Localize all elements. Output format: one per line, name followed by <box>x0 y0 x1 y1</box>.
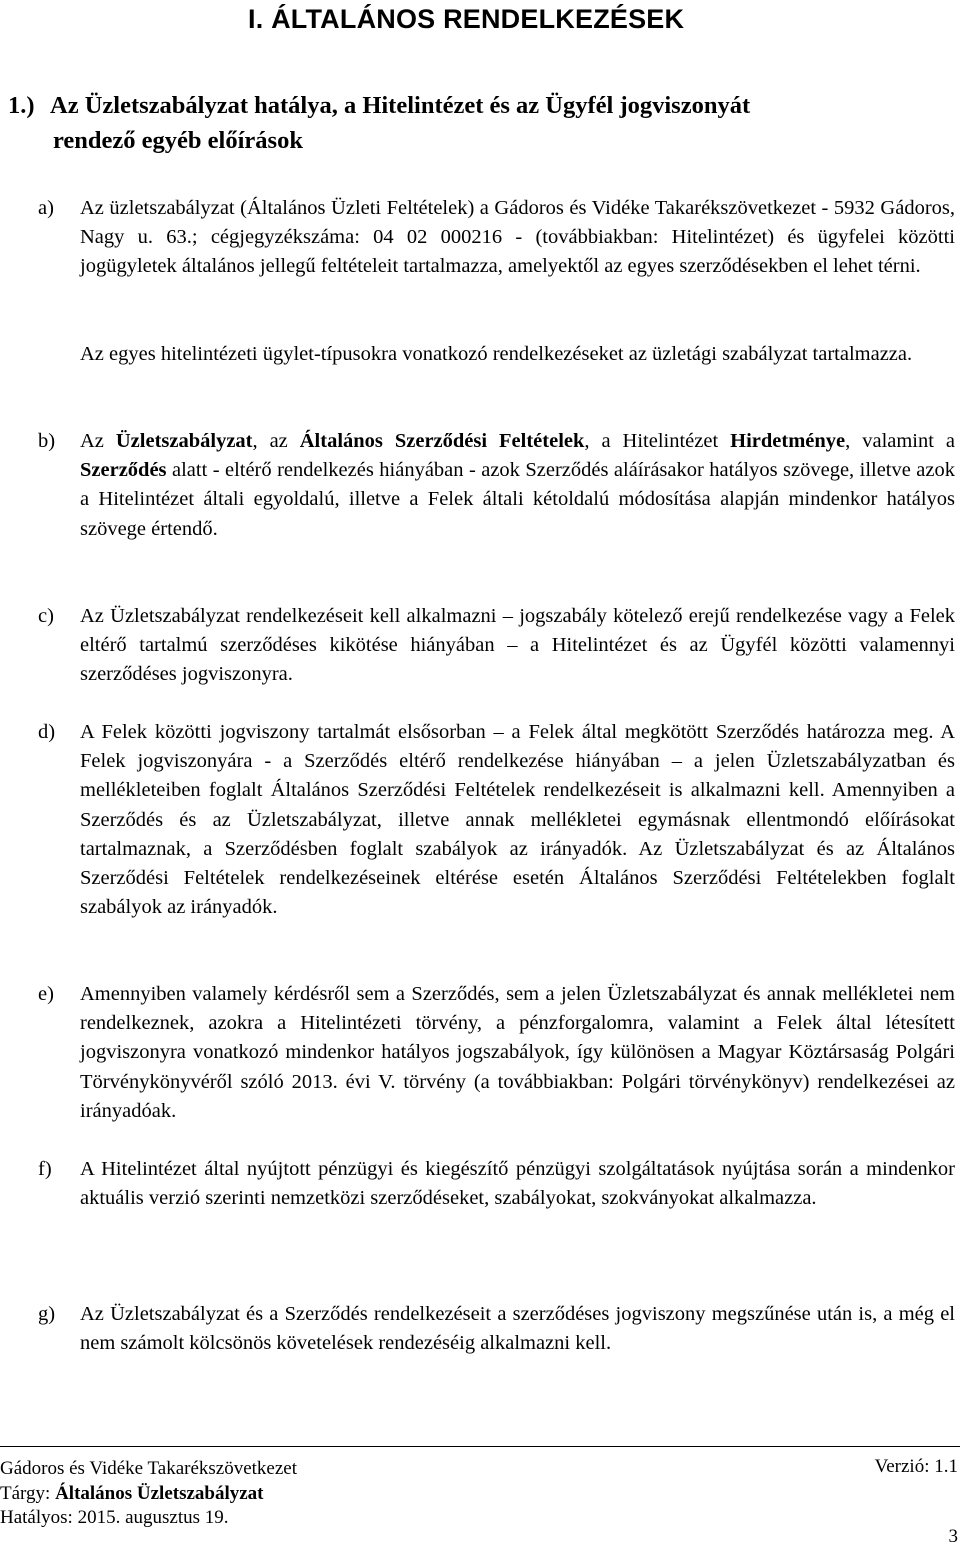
paragraph-a <box>38 194 955 282</box>
paragraph-d <box>38 718 955 922</box>
paragraph-e <box>38 980 955 1126</box>
footer-subject-label: Tárgy: <box>0 1483 56 1504</box>
paragraph-c <box>38 602 955 690</box>
footer-subject <box>0 1482 264 1506</box>
paragraph-a-sub: Az egyes hitelintézeti ügylet-típusokra vonatkozó rendelkezéseket az üzletági szabályzat tartalmazza. <box>80 343 913 365</box>
paragraph-label: g) <box>38 1303 56 1325</box>
text-run: alatt - eltérő rendelkezés hiányában - azok Szerződés aláírásakor hatályos szövege, illetve azok a Hitelintézet általi egyoldalú, illetve a Felek általi kétoldalú módosítása alapján mindenkor hatályos szövege értendő. <box>80 459 955 540</box>
footer-institution: Gádoros és Vidéke Takarékszövetkezet <box>0 1458 298 1479</box>
bold-term: Hirdetménye <box>730 430 846 452</box>
paragraph-label: c) <box>38 605 54 627</box>
text-run: , valamint a <box>845 430 956 452</box>
footer-effective-date: Hatályos: 2015. augusztus 19. <box>0 1507 229 1528</box>
paragraph-f <box>38 1155 955 1213</box>
section-title <box>8 88 954 158</box>
section-number: 1.) <box>8 92 35 119</box>
paragraph-text: A Hitelintézet által nyújtott pénzügyi és kiegészítő pénzügyi szolgáltatások nyújtása során a mindenkor aktuális verzió szerinti nemzetközi szerződéseket, szabályokat, szokványokat alkalmazza. <box>80 1158 955 1210</box>
paragraph-label: b) <box>38 430 56 452</box>
paragraph-text: Amennyiben valamely kérdésről sem a Szerződés, sem a jelen Üzletszabályzat és annak mellékletei nem rendelkeznek, azokra a Hitelintézeti törvény, a pénzforgalomra, valamint a Felek által létesített jogviszonyra vonatkozó mindenkor hatályos jogszabályok, így különösen a Magyar Köztársaság Polgári Törvénykönyvéről szóló 2013. évi V. törvény (a továbbiakban: Polgári törvénykönyv) rendelkezései az irányadóak. <box>80 983 955 1122</box>
paragraph-label: f) <box>38 1158 52 1180</box>
paragraph-label: a) <box>38 197 54 219</box>
paragraph-label: d) <box>38 721 56 743</box>
section-title-line1: Az Üzletszabályzat hatálya, a Hitelintézet és az Ügyfél jogviszonyát <box>50 92 751 119</box>
bold-term: Üzletszabályzat <box>115 430 253 452</box>
paragraph-text: Az üzletszabályzat (Általános Üzleti Feltételek) a Gádoros és Vidéke Takarékszövetkezet - 5932 Gádoros, Nagy u. 63.; cégjegyzékszáma: 04 02 000216 - (továbbiakban: Hitelintézet) és ügyfelei közötti jogügyletek általános jellegű feltételeit tartalmazza, amelyektől az egyes szerződésekben el lehet térni. <box>80 197 955 278</box>
paragraph-label: e) <box>38 983 54 1005</box>
paragraph-text: A Felek közötti jogviszony tartalmát elsősorban – a Felek által megkötött Szerződés határozza meg. A Felek jogviszonyára - a Szerződés eltérő rendelkezése hiányában – a jelen Üzletszabályzatban és mellékleteiben foglalt Általános Szerződési Feltételek rendelkezéseit is alkalmazni kell. Amennyiben a Szerződés és az Üzletszabályzat, illetve annak mellékletei egymásnak ellentmondó előírásokat tartalmaznak, a Szerződésben foglalt szabályok az irányadók. Az Üzletszabályzat és az Általános Szerződési Feltételek rendelkezéseinek eltérése esetén Általános Szerződési Feltételekben foglalt szabályok az irányadók. <box>80 721 955 919</box>
bold-term: Szerződés <box>80 459 167 482</box>
footer-divider <box>0 1446 960 1447</box>
paragraph-b <box>38 427 955 544</box>
bold-term: Általános Szerződési Feltételek <box>299 430 585 452</box>
paragraph-g <box>38 1300 955 1358</box>
paragraph-text: Az Üzletszabályzat és a Szerződés rendelkezéseit a szerződéses jogviszony megszűnése után is, a még el nem számolt kölcsönös követelések rendezéséig alkalmazni kell. <box>80 1303 955 1355</box>
text-run: Az <box>80 430 116 452</box>
text-run: , az <box>252 430 300 452</box>
page-number: 3 <box>948 1526 958 1547</box>
text-run: , a Hitelintézet <box>584 430 731 452</box>
chapter-heading: I. ÁLTALÁNOS RENDELKEZÉSEK <box>248 4 685 34</box>
footer-subject-value: Általános Üzletszabályzat <box>55 1483 264 1504</box>
section-title-line2: rendező egyéb előírások <box>53 127 303 154</box>
paragraph-text <box>80 427 955 544</box>
paragraph-text: Az Üzletszabályzat rendelkezéseit kell alkalmazni – jogszabály kötelező erejű rendelkezése vagy a Felek eltérő tartalmú szerződéses kikötése hiányában – a Hitelintézet és az Ügyfél közötti valamennyi szerződéses jogviszonyra. <box>80 605 955 686</box>
footer-version: Verzió: 1.1 <box>874 1456 958 1477</box>
